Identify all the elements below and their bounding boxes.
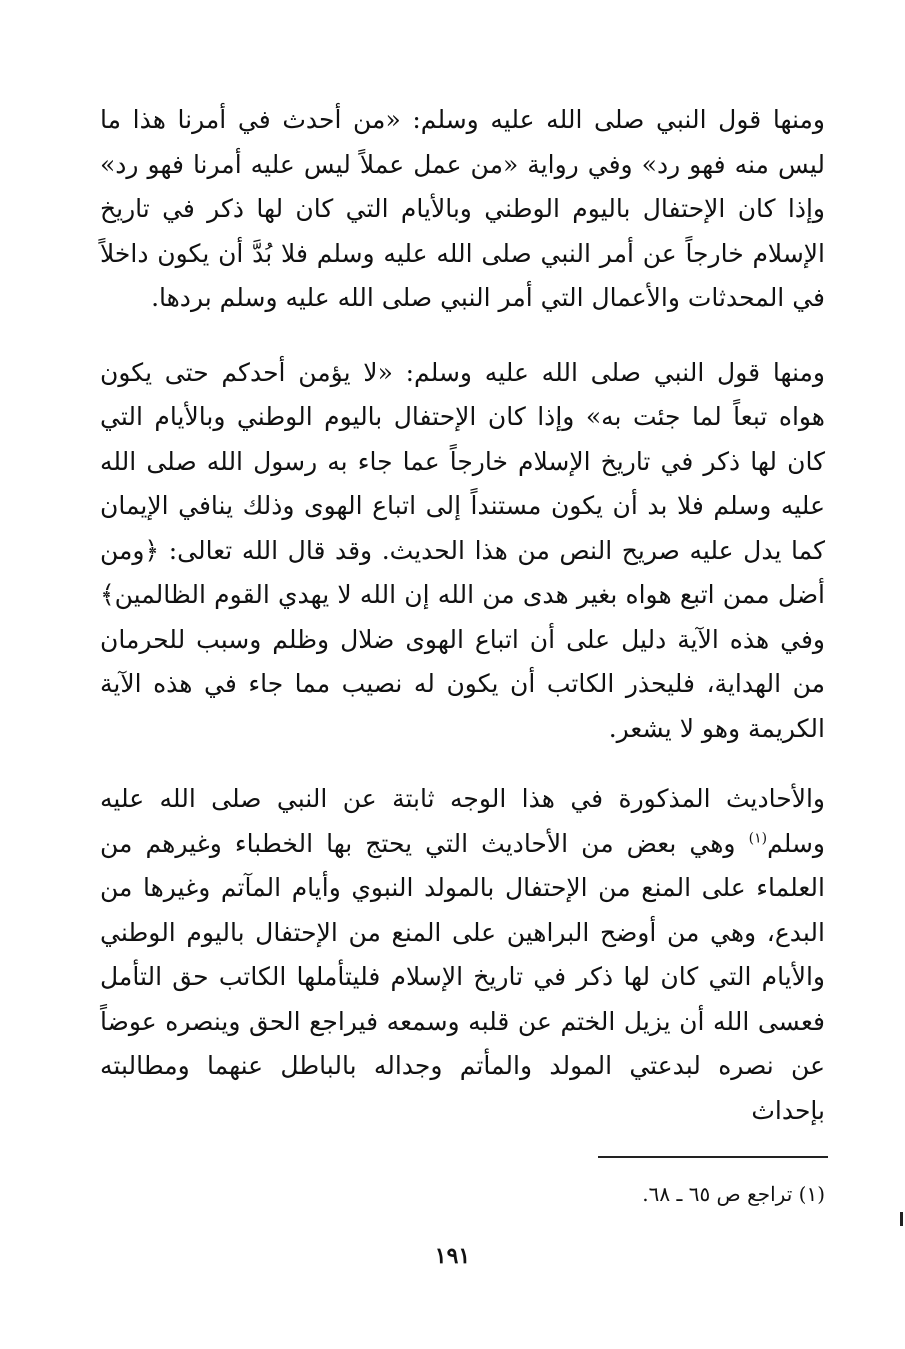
page-body	[100, 98, 825, 1133]
paragraph-3	[100, 777, 825, 1133]
paragraph-1: ومنها قول النبي صلى الله عليه وسلم: «من أحدث في أمرنا هذا ما ليس منه فهو رد» وفي رواية «من عمل عملاً ليس عليه أمرنا فهو رد» وإذا كان الإحتفال باليوم الوطني وبالأيام التي كان لها ذكر في تاريخ الإسلام خارجاً عن أمر النبي صلى الله عليه وسلم فلا بُدَّ أن يكون داخلاً في المحدثات والأعمال التي أمر النبي صلى الله عليه وسلم بردها.	[100, 105, 825, 312]
paragraph-3-rest: وهي بعض من الأحاديث التي يحتج بها الخطباء وغيرهم من العلماء على المنع من الإحتفال بالمولد النبوي وأيام المآتم وغيرها من البدع، وهي من أوضح البراهين على المنع من الإحتفال باليوم الوطني والأيام التي كان لها ذكر في تاريخ الإسلام فليتأملها الكاتب حق التأمل فعسى الله أن يزيل الختم عن قلبه وسمعه فيراجع الحق وينصره عوضاً عن نصره لبدعتي المولد والمأتم وجداله بالباطل عنهما ومطالبته بإحداث	[100, 828, 825, 1125]
footnote-reference: (١)	[748, 830, 768, 847]
scan-edge-mark	[900, 1212, 903, 1226]
page-number: ١٩١	[434, 1243, 471, 1269]
paragraph-3-start: والأحاديث المذكورة في هذا الوجه ثابتة عن النبي صلى الله عليه وسلم	[100, 784, 825, 858]
footnote: (١) تراجع ص ٦٥ ـ ٦٨.	[642, 1182, 825, 1206]
footnote-divider	[598, 1156, 828, 1158]
paragraph-2: ومنها قول النبي صلى الله عليه وسلم: «لا يؤمن أحدكم حتى يكون هواه تبعاً لما جئت به» وإذا كان الإحتفال باليوم الوطني وبالأيام التي كان لها ذكر في تاريخ الإسلام خارجاً عما جاء به رسول الله صلى الله عليه وسلم فلا بد أن يكون مستنداً إلى اتباع الهوى وذلك ينافي الإيمان كما يدل عليه صريح النص من هذا الحديث. وقد قال الله تعالى: ﴿ومن أضل ممن اتبع هواه بغير هدى من الله إن الله لا يهدي القوم الظالمين﴾ وفي هذه الآية دليل على أن اتباع الهوى ضلال وظلم وسبب للحرمان من الهداية، فليحذر الكاتب أن يكون له نصيب مما جاء في هذه الآية الكريمة وهو لا يشعر.	[100, 357, 825, 743]
